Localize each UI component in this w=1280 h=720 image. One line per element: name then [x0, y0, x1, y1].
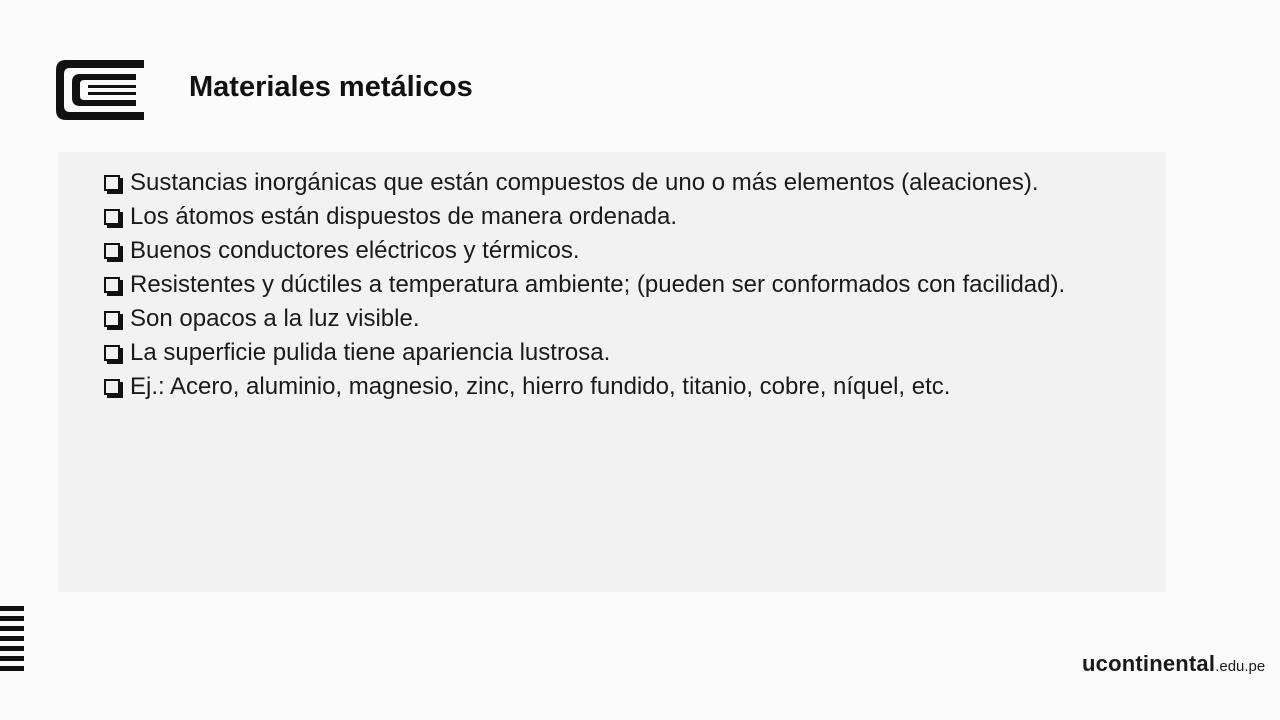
checkbox-bullet-icon	[104, 345, 120, 361]
bullet-text: Buenos conductores eléctricos y térmicos.	[130, 237, 580, 264]
bullet-text: La superficie pulida tiene apariencia lustrosa.	[130, 339, 611, 366]
checkbox-bullet-icon	[104, 175, 120, 191]
checkbox-bullet-icon	[104, 311, 120, 327]
stripes-icon	[0, 606, 26, 676]
list-item	[102, 268, 1162, 302]
checkbox-bullet-icon	[104, 277, 120, 293]
slide-title: Materiales metálicos	[189, 71, 473, 103]
bullet-text: Los átomos están dispuestos de manera ordenada.	[130, 203, 678, 230]
list-item	[102, 302, 1162, 336]
list-item	[102, 234, 1162, 268]
list-item	[102, 336, 1162, 370]
list-item	[102, 200, 1162, 234]
checkbox-bullet-icon	[104, 243, 120, 259]
continental-logo-icon	[56, 56, 148, 124]
brand-wordmark	[1082, 652, 1265, 679]
checkbox-bullet-icon	[104, 209, 120, 225]
checkbox-bullet-icon	[104, 379, 120, 395]
brand-domain: .edu.pe	[1215, 658, 1266, 675]
list-item	[102, 166, 1162, 200]
bullet-text: Son opacos a la luz visible.	[130, 305, 420, 332]
list-item	[102, 370, 1162, 404]
bullet-text: Resistentes y dúctiles a temperatura ambiente; (pueden ser conformados con facilidad).	[130, 271, 1066, 298]
content-box	[58, 152, 1166, 592]
bullet-text: Sustancias inorgánicas que están compuestos de uno o más elementos (aleaciones).	[130, 169, 1039, 196]
bullet-list	[102, 166, 1162, 404]
bullet-text: Ej.: Acero, aluminio, magnesio, zinc, hierro fundido, titanio, cobre, níquel, etc.	[130, 373, 951, 400]
brand-name: ucontinental	[1082, 651, 1216, 676]
